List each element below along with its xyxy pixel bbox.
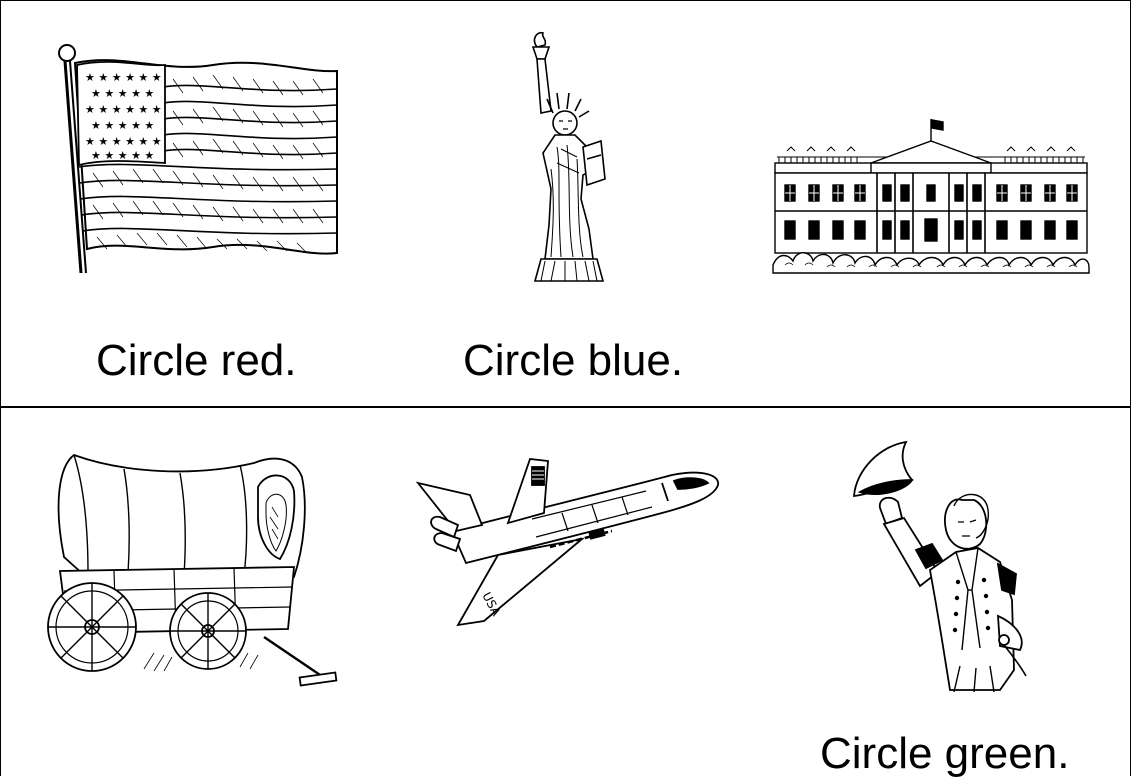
svg-text:★ ★ ★ ★ ★: ★ ★ ★ ★ ★ <box>91 149 155 162</box>
row-divider <box>0 406 1131 408</box>
caption-circle-green: Circle green. <box>820 729 1070 778</box>
svg-text:★ ★ ★ ★ ★ ★: ★ ★ ★ ★ ★ ★ <box>85 135 162 148</box>
svg-text:★ ★ ★ ★ ★ ★: ★ ★ ★ ★ ★ ★ <box>85 103 162 116</box>
space-shuttle-icon[interactable] <box>412 455 722 627</box>
american-flag-icon[interactable] <box>53 43 343 275</box>
svg-text:★ ★ ★ ★ ★: ★ ★ ★ ★ ★ <box>91 87 155 100</box>
svg-text:★ ★ ★ ★ ★: ★ ★ ★ ★ ★ <box>91 119 155 132</box>
svg-text:★ ★ ★ ★ ★ ★: ★ ★ ★ ★ ★ ★ <box>85 71 162 84</box>
statue-of-liberty-icon[interactable] <box>521 29 621 284</box>
covered-wagon-icon[interactable] <box>44 447 340 689</box>
caption-circle-blue: Circle blue. <box>463 336 684 385</box>
white-house-icon[interactable] <box>771 115 1091 275</box>
svg-text:USA: USA <box>479 589 504 619</box>
caption-circle-red: Circle red. <box>96 336 297 385</box>
george-washington-icon[interactable] <box>850 440 1040 695</box>
